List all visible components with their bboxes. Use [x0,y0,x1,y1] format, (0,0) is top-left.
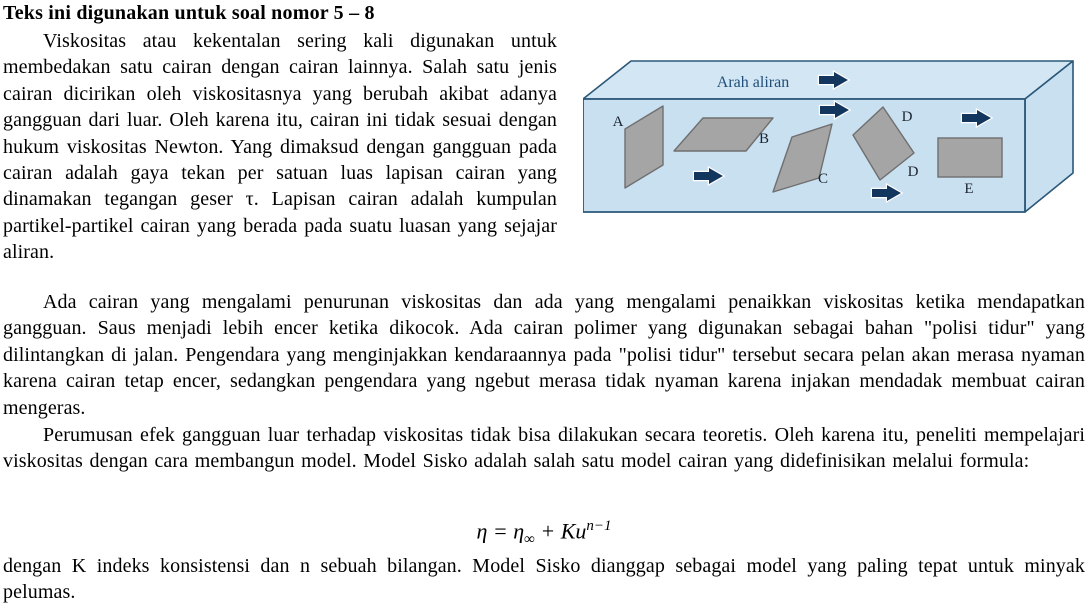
formula-mid: + Ku [534,518,587,544]
formula-exponent: n−1 [586,518,612,534]
page-title: Teks ini digunakan untuk soal nomor 5 – 8 [3,2,375,24]
plate-d-bottom-label: D [907,164,919,180]
plate-b-label: B [758,131,770,147]
flow-diagram-figure [583,30,1088,230]
paragraph-intro: Viskositas atau kekentalan sering kali digunakan untuk membedakan satu cairan dengan cairan lainnya. Salah satu jenis cairan dicirikan oleh viskositasnya yang berubah akibat adanya gangguan dari luar. Oleh karena itu, cairan ini tidak sesuai dengan hukum viskositas Newton. Yang dimaksud dengan gangguan pada cairan adalah gaya tekan per satuan luas lapisan cairan yang dinamakan tegangan geser τ. Lapisan cairan adalah kumpulan partikel-partikel cairan yang berada pada suatu luasan yang sejajar aliran. [3,30,557,264]
plate-d-top-label: D [901,109,913,125]
paragraph-conclusion: dengan K indeks konsistensi dan n sebuah bilangan. Model Sisko dianggap sebagai model yang paling tepat untuk minyak pelumas. [3,555,1085,604]
formula-lhs: η = η [476,518,525,544]
paragraph-shear-examples: Ada cairan yang mengalami penurunan viskositas dan ada yang mengalami penaikkan viskositas ketika mendapatkan gangguan. Saus menjadi lebih encer ketika dikocok. Ada cairan polimer yang digunakan sebagai bahan "polisi tidur" yang dilintangkan di jalan. Pengendara yang menginjakkan kendaraannya pada "polisi tidur" tersebut secara pelan akan merasa nyaman karena cairan tetap encer, sedangkan pengendara yang ngebut merasa tidak nyaman karena injakan mendadak membuat cairan mengeras. [3,291,1085,419]
plate-e-label: E [964,181,974,197]
flow-direction-label: Arah aliran [716,74,790,91]
formula-infinity-subscript: ∞ [524,531,535,548]
plate-a-label: A [612,114,624,130]
flow-diagram-svg [583,30,1088,230]
plate-c-label: C [817,171,829,187]
plate-e [938,138,1002,177]
paragraph-sisko-model: Perumusan efek gangguan luar terhadap viskositas tidak bisa dilakukan secara teoretis. Oleh karena itu, peneliti mempelajari viskositas dengan cara membangun model. Model Sisko adalah salah satu model cairan yang didefinisikan melalui formula: [3,424,1085,473]
sisko-formula [0,510,1088,556]
